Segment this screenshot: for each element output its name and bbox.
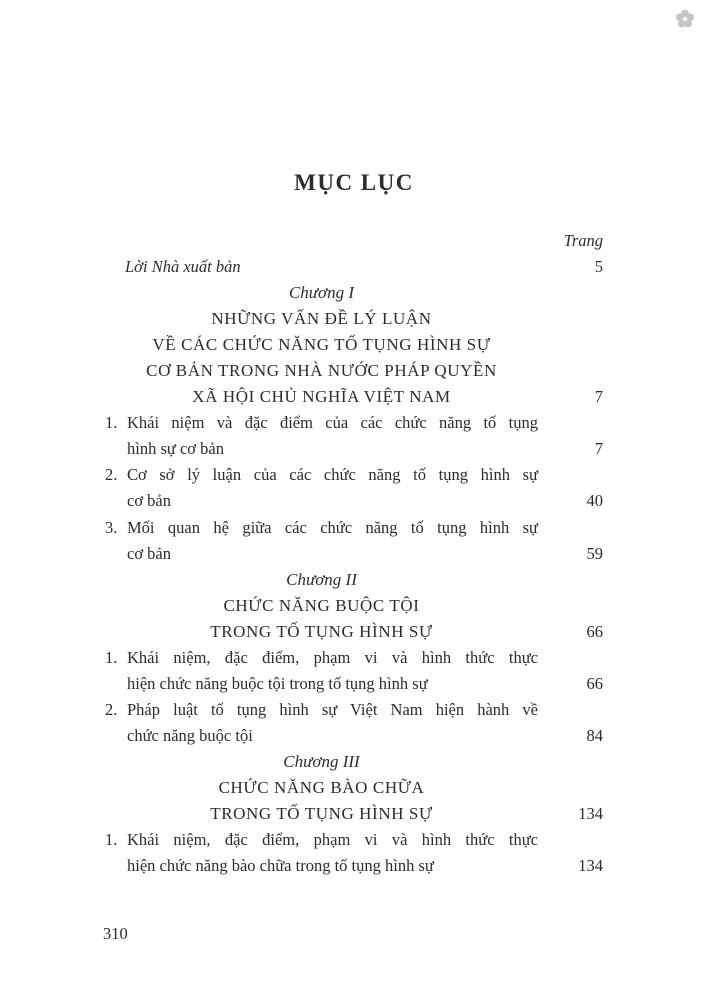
toc-entry-page: 66 xyxy=(586,621,603,641)
toc-entry-page xyxy=(538,358,603,384)
toc-row xyxy=(105,749,603,775)
toc-entry-text: chức năng buộc tội xyxy=(127,725,253,745)
toc-entry-page: 7 xyxy=(594,387,603,407)
toc-column-header-row xyxy=(105,228,603,254)
toc-column-header: Trang xyxy=(563,231,603,250)
toc-row xyxy=(105,593,603,619)
toc-entry-page: 7 xyxy=(594,439,603,459)
toc-entry-page xyxy=(538,332,603,358)
toc-row xyxy=(105,853,603,879)
toc-row xyxy=(105,541,603,567)
toc-row xyxy=(105,645,603,671)
toc-row xyxy=(105,723,603,749)
toc-item-number: 2. xyxy=(105,465,118,485)
toc-entry-page: 5 xyxy=(594,257,603,277)
toc-entry-text: NHỮNG VẤN ĐỀ LÝ LUẬN xyxy=(211,309,432,329)
toc-entry-page xyxy=(538,280,603,306)
toc-row xyxy=(105,358,603,384)
toc-entry-text: hiện chức năng bào chữa trong tố tụng hình sự xyxy=(127,856,434,876)
toc-row xyxy=(105,280,603,306)
toc-entry-page xyxy=(538,462,603,488)
toc-entry-page: 40 xyxy=(586,491,603,511)
toc-entry-page: 134 xyxy=(578,856,603,876)
toc-entry-text: TRONG TỐ TỤNG HÌNH SỰ xyxy=(210,621,433,641)
toc-entry-text: CHỨC NĂNG BÀO CHỮA xyxy=(218,777,425,797)
toc-row xyxy=(105,801,603,827)
toc-entry-text: Mối quan hệ giữa các chức năng tố tụng hình sự xyxy=(127,517,538,537)
toc-entry-text: Khái niệm và đặc điểm của các chức năng tố tụng xyxy=(127,413,538,433)
toc-row xyxy=(105,254,603,280)
toc-entry-page: 84 xyxy=(586,725,603,745)
toc-entry-page xyxy=(538,306,603,332)
toc-entry-text: XÃ HỘI CHỦ NGHĨA VIỆT NAM xyxy=(192,387,451,407)
toc-entry-text: Chương I xyxy=(288,283,355,303)
toc-entry-text: hình sự cơ bản xyxy=(127,439,224,459)
toc-row xyxy=(105,567,603,593)
toc-row xyxy=(105,697,603,723)
toc-entry-page xyxy=(538,645,603,671)
toc-entry-text: Khái niệm, đặc điểm, phạm vi và hình thức thực xyxy=(127,647,538,667)
toc-entry-page xyxy=(538,593,603,619)
toc-entry-page xyxy=(538,827,603,853)
toc-list xyxy=(105,228,603,879)
toc-entry-page xyxy=(538,697,603,723)
toc-entry-text: CHỨC NĂNG BUỘC TỘI xyxy=(223,595,420,615)
toc-entry-page: 66 xyxy=(586,673,603,693)
toc-entry-text: VỀ CÁC CHỨC NĂNG TỐ TỤNG HÌNH SỰ xyxy=(152,335,491,355)
toc-entry-text: hiện chức năng buộc tội trong tố tụng hình sự xyxy=(127,673,428,693)
toc-entry-page: 134 xyxy=(578,804,603,824)
toc-entry-text: TRONG TỐ TỤNG HÌNH SỰ xyxy=(210,804,433,824)
toc-column-header-spacer xyxy=(105,228,538,254)
toc-entry-text: Lời Nhà xuất bản xyxy=(125,257,241,277)
toc-entry-page xyxy=(538,410,603,436)
toc-entry-text: CƠ BẢN TRONG NHÀ NƯỚC PHÁP QUYỀN xyxy=(146,361,497,381)
toc-entry-text: Cơ sở lý luận của các chức năng tố tụng hình sự xyxy=(127,465,538,485)
toc-entry-page: 59 xyxy=(586,543,603,563)
toc-item-number: 1. xyxy=(105,647,118,667)
toc-entry-text: Chương III xyxy=(283,751,360,771)
toc-item-number: 1. xyxy=(105,413,118,433)
toc-entry-page xyxy=(538,567,603,593)
toc-row xyxy=(105,384,603,410)
toc-entry-text: cơ bản xyxy=(127,543,171,563)
toc-entry-text: cơ bản xyxy=(127,491,171,511)
toc-row xyxy=(105,332,603,358)
toc-row xyxy=(105,515,603,541)
toc-row xyxy=(105,410,603,436)
toc-item-number: 1. xyxy=(105,830,118,850)
toc-row xyxy=(105,619,603,645)
flower-icon xyxy=(674,8,696,30)
toc-entry-page xyxy=(538,515,603,541)
toc-row xyxy=(105,306,603,332)
toc-entry-text: Khái niệm, đặc điểm, phạm vi và hình thức thực xyxy=(127,830,538,850)
toc-row xyxy=(105,775,603,801)
toc-row xyxy=(105,488,603,514)
toc-entry-text: Chương II xyxy=(286,569,357,589)
toc-row xyxy=(105,827,603,853)
toc-item-number: 2. xyxy=(105,699,118,719)
page-number: 310 xyxy=(103,924,128,943)
toc-entry-page xyxy=(538,749,603,775)
toc-entry-text: Pháp luật tố tụng hình sự Việt Nam hiện hành về xyxy=(127,699,538,719)
toc-item-number: 3. xyxy=(105,517,118,537)
toc-entry-page xyxy=(538,775,603,801)
toc-row xyxy=(105,671,603,697)
toc-row xyxy=(105,436,603,462)
page-title: MỤC LỤC xyxy=(294,170,414,195)
toc-row xyxy=(105,462,603,488)
